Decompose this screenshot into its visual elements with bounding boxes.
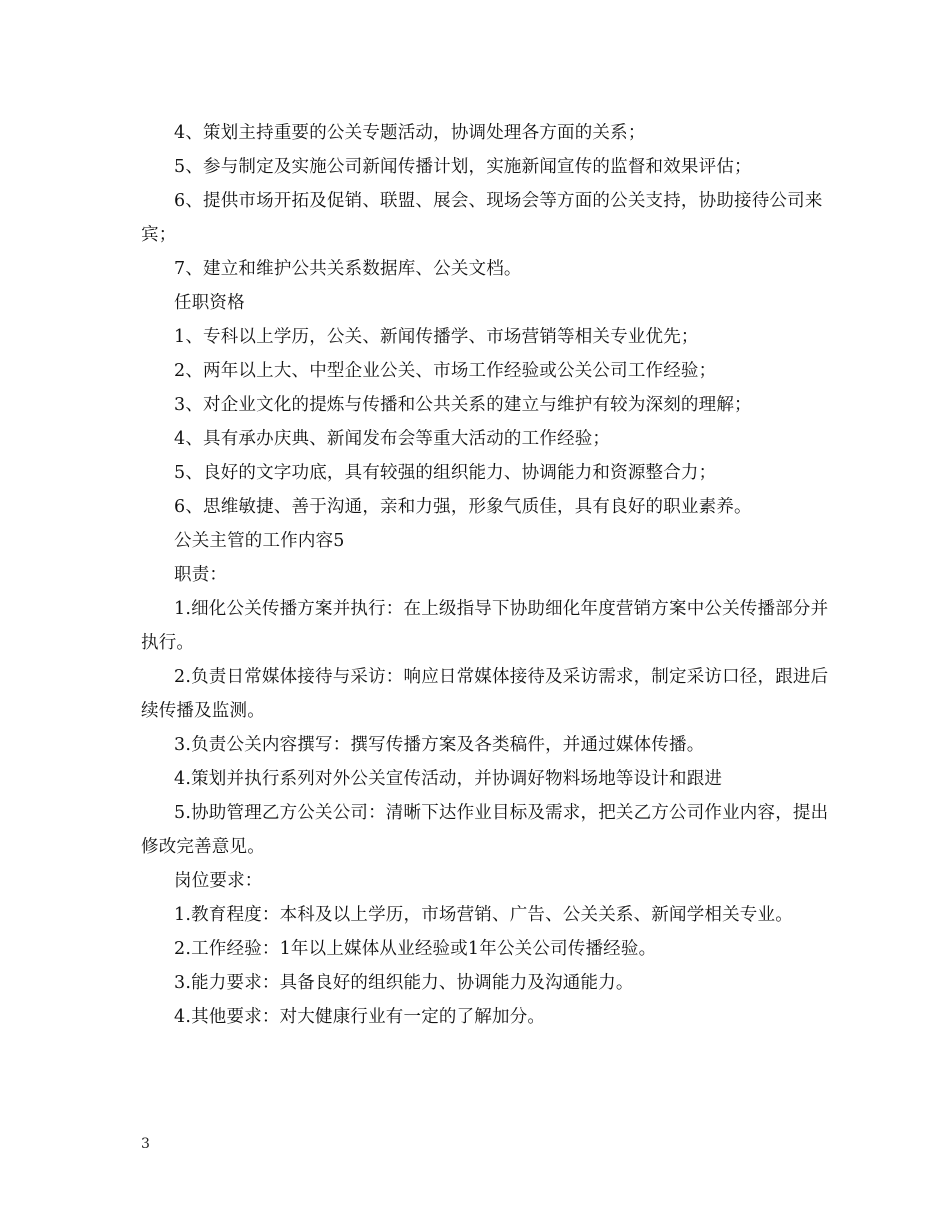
section-heading: 任职资格 — [174, 293, 245, 313]
paragraph: 1.教育程度：本科及以上学历，市场营销、广告、公关关系、新闻学相关专业。 — [174, 905, 793, 925]
paragraph: 3.能力要求：具备良好的组织能力、协调能力及沟通能力。 — [174, 973, 634, 993]
paragraph: 3.负责公关内容撰写：撰写传播方案及各类稿件，并通过媒体传播。 — [174, 735, 705, 755]
paragraph: 2.工作经验：1年以上媒体从业经验或1年公关公司传播经验。 — [174, 939, 657, 959]
section-heading: 岗位要求： — [174, 871, 263, 891]
paragraph: 4、具有承办庆典、新闻发布会等重大活动的工作经验； — [174, 429, 611, 449]
paragraph: 5.协助管理乙方公关公司：清晰下达作业目标及需求，把关乙方公司作业内容，提出修改完善意见。 — [141, 803, 829, 857]
document-body — [141, 116, 831, 1034]
paragraph: 7、建立和维护公共关系数据库、公关文档。 — [174, 259, 522, 279]
paragraph: 4.其他要求：对大健康行业有一定的了解加分。 — [174, 1007, 546, 1027]
paragraph: 1、专科以上学历，公关、新闻传播学、市场营销等相关专业优先； — [174, 327, 699, 347]
paragraph: 5、参与制定及实施公司新闻传播计划，实施新闻宣传的监督和效果评估； — [174, 157, 752, 177]
paragraph: 3、对企业文化的提炼与传播和公共关系的建立与维护有较为深刻的理解； — [174, 395, 752, 415]
section-heading: 公关主管的工作内容5 — [174, 531, 345, 551]
section-heading: 职责： — [174, 565, 228, 585]
paragraph: 1.细化公关传播方案并执行：在上级指导下协助细化年度营销方案中公关传播部分并执行。 — [141, 599, 829, 653]
paragraph: 6、思维敏捷、善于沟通，亲和力强，形象气质佳，具有良好的职业素养。 — [174, 497, 752, 517]
paragraph: 4、策划主持重要的公关专题活动，协调处理各方面的关系； — [174, 123, 646, 143]
paragraph: 4.策划并执行系列对外公关宣传活动，并协调好物料场地等设计和跟进 — [174, 769, 723, 789]
page-number: 3 — [141, 1136, 150, 1152]
paragraph: 6、提供市场开拓及促销、联盟、展会、现场会等方面的公关支持，协助接待公司来宾； — [141, 191, 823, 245]
paragraph: 5、良好的文字功底，具有较强的组织能力、协调能力和资源整合力； — [174, 463, 717, 483]
paragraph: 2.负责日常媒体接待与采访：响应日常媒体接待及采访需求，制定采访口径，跟进后续传播及监测。 — [141, 667, 829, 721]
paragraph: 2、两年以上大、中型企业公关、市场工作经验或公关公司工作经验； — [174, 361, 717, 381]
